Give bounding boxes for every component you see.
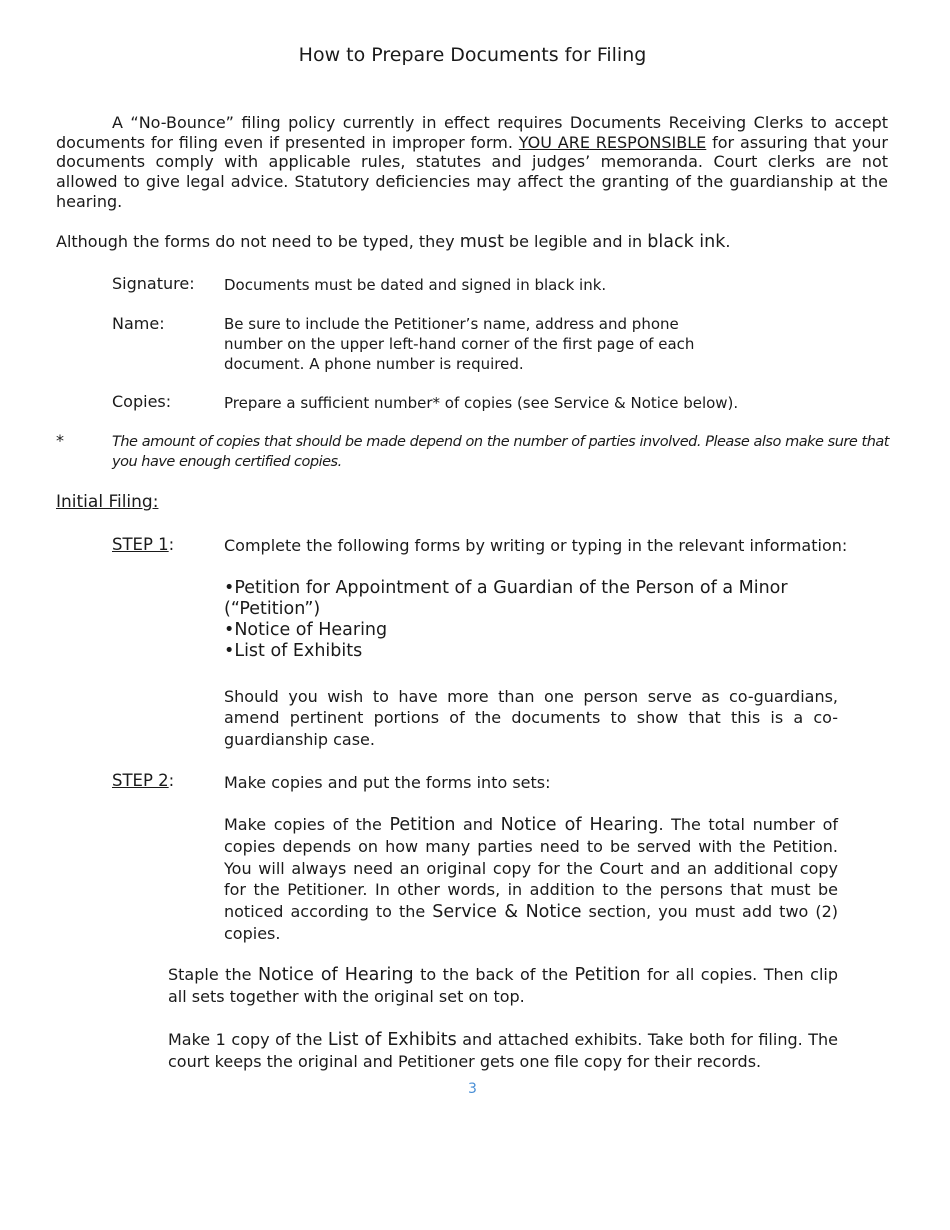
- notice-emphasis: Notice of Hearing: [500, 815, 659, 835]
- legibility-text-3: .: [725, 232, 731, 251]
- petition-emphasis: Petition: [389, 815, 456, 835]
- notice-emphasis: Notice of Hearing: [257, 965, 414, 985]
- step1-intro: Complete the following forms by writing or typing in the relevant information:: [224, 536, 848, 555]
- copies-text: Prepare a sufficient number* of copies (see Service & Notice below).: [224, 394, 739, 412]
- signature-text: Documents must be dated and signed in black ink.: [224, 276, 607, 294]
- staple-text-3: for all copies. Then clip all sets together with the original set on top.: [168, 965, 839, 1007]
- step2-label-text: STEP 2: [112, 771, 169, 790]
- must-emphasis: must: [459, 232, 504, 252]
- staple-paragraph: [168, 964, 838, 1008]
- name-text-line: Be sure to include the Petitioner’s name, address and phone: [224, 315, 679, 333]
- legibility-text-1: Although the forms do not need to be typed, they: [56, 232, 460, 251]
- staple-text-2: to the back of the: [413, 965, 575, 984]
- step2-intro: Make copies and put the forms into sets:: [224, 773, 551, 792]
- coguardian-paragraph: Should you wish to have more than one person serve as co-guardians, amend pertinent portions of the documents to show that this is a co-guardianship case.: [224, 687, 838, 749]
- page-title: How to Prepare Documents for Filing: [298, 44, 647, 66]
- step1-label: [112, 535, 174, 554]
- footnote-text: The amount of copies that should be made depend on the number of parties involved. Please also make sure that you have enough certified copies.: [112, 434, 889, 470]
- list-of-exhibits-emphasis: List of Exhibits: [327, 1030, 457, 1050]
- copies-text-1: Make copies of the: [224, 815, 390, 834]
- step1-colon: :: [168, 535, 175, 554]
- exhibits-paragraph: [168, 1029, 838, 1073]
- staple-text-1: Staple the: [168, 965, 258, 984]
- service-notice-emphasis: Service & Notice: [432, 901, 582, 922]
- copies-text-3: . The total number of copies depends on how many parties need to be served with the Petition. You will always need an original copy for the Court and an additional copy for the Petitioner. In other words, in addition to the persons that must be noticed according to the: [224, 815, 838, 921]
- intro-text-1: A “No-Bounce” filing policy currently in effect requires Documents Receiving Clerks to accept documents for filing even if presented in improper form.: [56, 113, 888, 152]
- signature-label: Signature:: [112, 274, 195, 293]
- initial-filing-heading: Initial Filing:: [56, 492, 159, 512]
- step1-label-text: STEP 1: [112, 535, 169, 554]
- list-item: •Notice of Hearing: [224, 620, 388, 640]
- list-item: •List of Exhibits: [224, 641, 363, 661]
- exhibits-text-2: and attached exhibits. Take both for filing. The court keeps the original and Petitioner gets one file copy for their records.: [168, 1030, 838, 1072]
- intro-text-2: for assuring that your documents comply with applicable rules, statutes and judges’ memoranda. Court clerks are not allowed to give legal advice. Statutory deficiencies may affect the granting of the guardianship at the hearing.: [56, 132, 889, 211]
- name-label: Name:: [112, 314, 165, 333]
- list-item: •Petition for Appointment of a Guardian of the Person of a Minor: [224, 578, 788, 598]
- copies-paragraph: [224, 814, 838, 944]
- exhibits-text-1: Make 1 copy of the: [168, 1030, 328, 1049]
- copies-text-4: section, you must add two (2) copies.: [224, 901, 838, 944]
- list-item: (“Petition”): [224, 599, 321, 619]
- page-number: 3: [468, 1081, 477, 1097]
- copies-text-2: and: [455, 815, 501, 834]
- footnote-marker: *: [56, 431, 64, 450]
- name-text: [224, 314, 694, 374]
- name-text-line: number on the upper left-hand corner of the first page of each: [224, 335, 695, 353]
- petition-emphasis: Petition: [574, 965, 641, 985]
- required-forms-list: [224, 578, 788, 662]
- step2-label: [112, 771, 174, 790]
- step2-colon: :: [168, 771, 175, 790]
- name-text-line: document. A phone number is required.: [224, 355, 524, 373]
- responsibility-emphasis: YOU ARE RESPONSIBLE: [518, 132, 707, 152]
- copies-label: Copies:: [112, 392, 172, 411]
- intro-paragraph: [56, 113, 888, 212]
- legibility-statement: [56, 232, 730, 252]
- legibility-text-2: be legible and in: [503, 232, 648, 251]
- black-ink-emphasis: black ink: [647, 232, 726, 252]
